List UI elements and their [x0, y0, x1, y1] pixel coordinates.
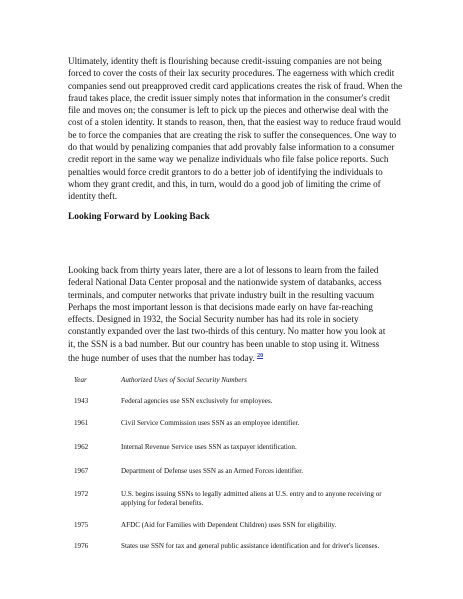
- paragraph-line: federal National Data Center proposal and the nationwide system of databanks, access: [68, 277, 382, 288]
- row-year: 1961: [74, 419, 89, 427]
- paragraph-line: constantly expanded over the last two-thirds of this century. No matter how you look at: [68, 326, 386, 337]
- row-year: 1976: [74, 542, 89, 550]
- paragraph-line: Perhaps the most important lesson is that decisions made early on have far-reaching: [68, 301, 373, 312]
- row-year: 1943: [74, 397, 89, 405]
- row-year: 1962: [74, 443, 89, 451]
- section-heading: Looking Forward by Looking Back: [68, 212, 210, 222]
- paragraph-line: terminals, and computer networks that private industry built in the resulting vacuum: [68, 289, 375, 300]
- row-description: States use SSN for tax and general public assistance identification and for driver's licenses.: [121, 542, 380, 550]
- paragraph-line: [68, 350, 404, 364]
- row-year: 1967: [74, 467, 89, 475]
- header-year: Year: [74, 376, 87, 384]
- paragraph-line-text: the huge number of uses that the number has today.: [68, 353, 255, 364]
- row-description: Internal Revenue Service uses SSN as taxpayer identification.: [121, 443, 297, 451]
- row-description: Department of Defense uses SSN as an Armed Forces identifier.: [121, 467, 304, 475]
- paragraph-line: effects. Designed in 1932, the Social Security number has had its role in society: [68, 314, 359, 325]
- row-year: 1975: [74, 521, 89, 529]
- row-year: 1972: [74, 490, 89, 498]
- footnote-link[interactable]: 20: [257, 353, 264, 360]
- row-description: Federal agencies use SSN exclusively for employees.: [121, 397, 273, 405]
- paragraph-identity-theft: Ultimately, identity theft is flourishing because credit-issuing companies are not being forced to cover the costs of their lax security procedures. The eagerness with which credit companies send out preapproved credit card applications creates the risk of fraud. When the fraud takes place, the credit issuer simply notes that information in the consumer's credit file and moves on; the consumer is left to pick up the pieces and otherwise deal with the cost of a stolen identity. It stands to reason, then, that the easiest way to reduce fraud would be to force the companies that are creating the risk to suffer the consequences. One way to do that would by penalizing companies that add provably false information to a consumer credit report in the same way we penalize individuals who file false police reports. Such penalties would force credit grantors to do a better job of identifying the individuals to whom they grant credit, and this, in turn, would do a good job of limiting the crime of identity theft.: [68, 56, 403, 202]
- paragraph-looking-back: [68, 264, 404, 364]
- row-description: AFDC (Aid for Families with Dependent Children) uses SSN for eligibility.: [121, 521, 337, 529]
- row-description: Civil Service Commission uses SSN as an employee identifier.: [121, 419, 300, 427]
- row-description: U.S. begins issuing SSNs to legally admitted aliens at U.S. entry and to anyone receiving or applying for federal benefits.: [121, 490, 382, 507]
- header-uses: Authorized Uses of Social Security Numbers: [121, 376, 247, 384]
- paragraph-line: Looking back from thirty years later, there are a lot of lessons to learn from the failed: [68, 265, 379, 275]
- paragraph-line: it, the SSN is a bad number. But our country has been unable to stop using it. Witness: [68, 338, 380, 349]
